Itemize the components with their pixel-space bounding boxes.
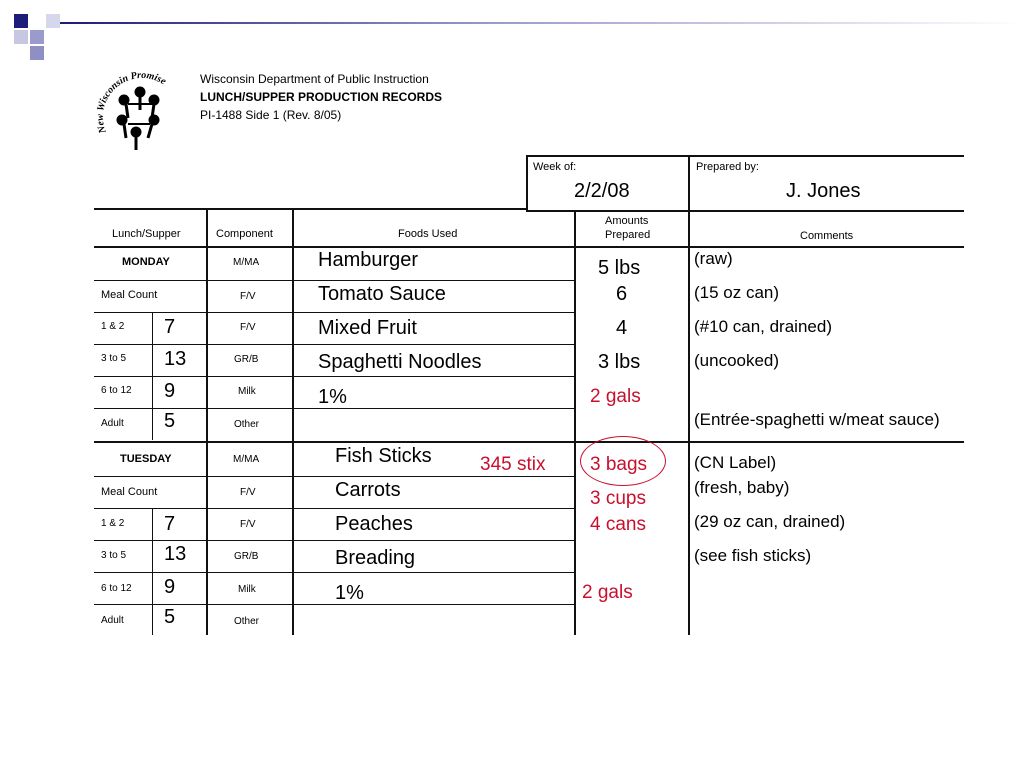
rule	[94, 441, 964, 443]
component-label: M/MA	[233, 257, 260, 268]
rule	[94, 476, 574, 477]
rule	[94, 344, 574, 345]
comment: (raw)	[694, 249, 733, 268]
day-name: TUESDAY	[120, 453, 172, 465]
rule	[94, 540, 574, 541]
component-label: Other	[234, 616, 260, 627]
logo	[92, 62, 188, 158]
rule	[526, 155, 964, 157]
amount-prepared: 3 cups	[590, 488, 646, 509]
col-amounts-1: Amounts	[605, 215, 649, 227]
amount-prepared: 3 lbs	[598, 351, 641, 373]
prepared-by-label: Prepared by:	[696, 161, 759, 173]
comment: (Entrée-spaghetti w/meat sauce)	[694, 410, 940, 429]
prepared-by-value: J. Jones	[786, 180, 861, 202]
group-count: 9	[164, 576, 176, 598]
amount-prepared: 5 lbs	[598, 257, 641, 279]
group-count: 7	[164, 316, 176, 338]
col-foods-used: Foods Used	[398, 228, 458, 240]
week-of-value: 2/2/08	[574, 180, 630, 202]
rule	[94, 246, 964, 248]
rule	[526, 155, 528, 209]
circle-annotation	[580, 436, 666, 486]
food-item: Hamburger	[318, 249, 419, 271]
col-lunch-supper: Lunch/Supper	[112, 228, 181, 240]
rule	[94, 604, 574, 605]
rule	[94, 208, 528, 210]
component-label: F/V	[240, 291, 256, 302]
week-of-label: Week of:	[533, 161, 577, 173]
rule	[94, 572, 574, 573]
group-count: 7	[164, 513, 176, 535]
amount-prepared: 4	[616, 317, 628, 339]
amount-prepared: 2 gals	[590, 386, 641, 407]
amount-prepared: 6	[616, 283, 628, 305]
rule	[94, 376, 574, 377]
group-count: 5	[164, 606, 176, 628]
component-label: Milk	[238, 386, 256, 397]
group-count: 9	[164, 380, 176, 402]
component-label: F/V	[240, 519, 256, 530]
component-label: Other	[234, 419, 260, 430]
food-item: Peaches	[335, 513, 413, 535]
handwritten-note: 345 stix	[480, 454, 546, 475]
rule	[94, 508, 574, 509]
rule	[94, 280, 574, 281]
component-label: F/V	[240, 322, 256, 333]
wisconsin-promise-logo-icon	[92, 62, 188, 158]
decor-square	[14, 30, 28, 44]
rule	[574, 210, 576, 635]
meal-count-label: Meal Count	[101, 486, 158, 498]
comment: (#10 can, drained)	[694, 317, 832, 336]
group-count: 5	[164, 410, 176, 432]
amount-prepared: 4 cans	[590, 514, 646, 535]
col-component: Component	[216, 228, 273, 240]
col-amounts-2: Prepared	[605, 229, 651, 241]
comment: (see fish sticks)	[694, 546, 812, 565]
food-item: Mixed Fruit	[318, 317, 417, 339]
component-label: F/V	[240, 487, 256, 498]
form-title: LUNCH/SUPPER PRODUCTION RECORDS	[200, 90, 443, 104]
agency-name: Wisconsin Department of Public Instruction	[200, 72, 429, 86]
food-item: Breading	[335, 547, 416, 569]
decor-square	[30, 30, 44, 44]
day-name: MONDAY	[122, 256, 170, 268]
group-label: 6 to 12	[101, 583, 132, 594]
component-label: M/MA	[233, 454, 260, 465]
component-label: GR/B	[234, 551, 259, 562]
group-label: Adult	[101, 615, 124, 626]
group-label: 1 & 2	[101, 321, 125, 332]
amount-prepared: 3 bags	[590, 454, 648, 475]
group-label: 3 to 5	[101, 353, 127, 364]
col-comments: Comments	[800, 230, 854, 242]
food-item: 1%	[335, 582, 364, 604]
comment: (CN Label)	[694, 453, 777, 472]
rule	[688, 155, 690, 635]
form-number: PI-1488 Side 1 (Rev. 8/05)	[200, 108, 342, 122]
comment: (15 oz can)	[694, 283, 780, 302]
comment: (fresh, baby)	[694, 478, 790, 497]
rule	[526, 210, 964, 212]
title-bar-line	[60, 22, 1024, 24]
group-label: Adult	[101, 418, 124, 429]
group-count: 13	[164, 543, 187, 565]
logo-text: New Wisconsin Promise	[94, 69, 168, 135]
group-label: 6 to 12	[101, 385, 132, 396]
group-label: 3 to 5	[101, 550, 127, 561]
meal-count-label: Meal Count	[101, 289, 158, 301]
amount-prepared: 2 gals	[582, 582, 633, 603]
comment: (uncooked)	[694, 351, 780, 370]
group-count: 13	[164, 348, 187, 370]
decor-square	[46, 14, 60, 28]
food-item: Carrots	[335, 479, 401, 501]
decor-square	[30, 46, 44, 60]
food-item: Spaghetti Noodles	[318, 351, 482, 373]
rule	[94, 312, 574, 313]
component-label: GR/B	[234, 354, 259, 365]
component-label: Milk	[238, 584, 256, 595]
food-item: 1%	[318, 386, 347, 408]
food-item: Tomato Sauce	[318, 283, 446, 305]
comment: (29 oz can, drained)	[694, 512, 846, 531]
group-label: 1 & 2	[101, 518, 125, 529]
decor-square	[14, 14, 28, 28]
food-item: Fish Sticks	[335, 445, 432, 467]
